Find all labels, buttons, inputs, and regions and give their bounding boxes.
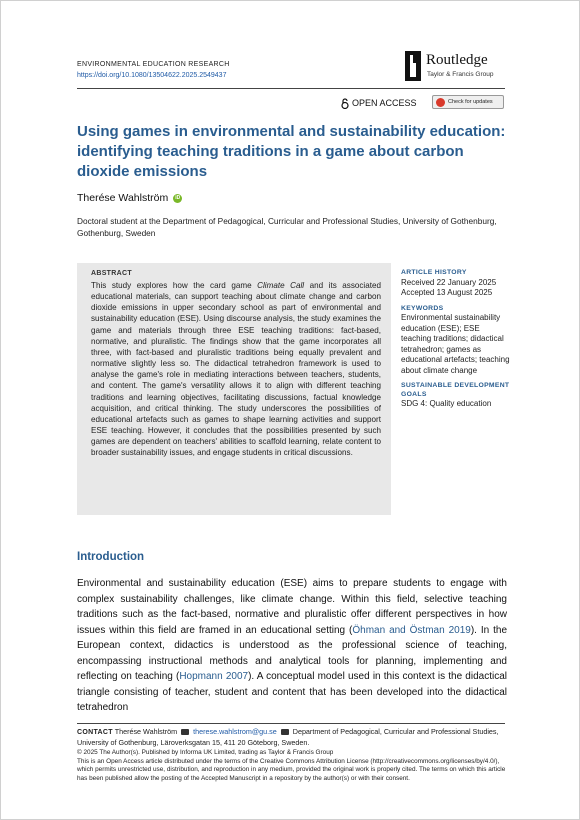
publisher-name: Routledge [426,52,488,68]
keywords-label: KEYWORDS [401,304,444,312]
routledge-logo-icon [405,51,421,81]
author-line [77,192,182,204]
abstract-text-start: This study explores how the card game [91,281,258,290]
crossmark-icon [436,98,445,107]
contact-label: CONTACT [77,729,113,736]
publisher-logo [405,49,515,83]
intro-text-1: Environmental and sustainability education (ESE) aims to prepare students to engage with complex sustainability challenges, like climate change. Within this field, selective teaching traditions such as the fact-based, normative and pluralistic offer different perspectives in how issues within this field are framed in an educational setting ( [77,578,507,636]
introduction-heading: Introduction [77,551,145,563]
author-name: Therése Wahlström [77,192,169,204]
orcid-icon[interactable]: iD [175,195,181,201]
intro-text-3: ). A conceptual model used in this context is the didactical triangle consisting of teacher, student and content that has been developed into the didactical tetrahedron [77,671,507,713]
check-updates-label: Check for updates [448,99,493,105]
open-lock-icon [341,98,349,109]
doi-link[interactable]: https://doi.org/10.1080/13504622.2025.2549437 [77,72,227,79]
sdg-label: SUSTAINABLE DEVELOPMENT GOALS [401,382,510,398]
email-icon [181,729,189,735]
license-block [77,749,507,783]
contact-address: Department of Pedagogical, Curricular and Professional Studies, University of Gothenburg, Läroverksgatan 15, 411 20 Göteborg, Sweden. [77,727,499,747]
contact-name: Therése Wahlström [114,727,178,736]
license-text: This is an Open Access article distributed under the terms of the Creative Commons Attribution License (http://creativecommons.org/licenses/by/4.0/), which permits unrestricted use, distribution, and reproduction in any medium, provided the original work is properly cited. The terms on which this article has been published allow the posting of the Accepted Manuscript in a repository by the author(s) or with their consent. [77,757,506,782]
sdg-value: SDG 4: Quality education [401,399,492,408]
citation-link[interactable]: Öhman and Östman 2019 [352,624,471,636]
author-affiliation: Doctoral student at the Department of Pedagogical, Curricular and Professional Studies, University of Gothenburg, Gothenburg, Sweden [77,216,497,238]
contact-block [77,727,507,747]
journal-name: ENVIRONMENTAL EDUCATION RESEARCH [77,61,230,68]
address-icon [281,729,289,735]
introduction-paragraph [77,576,507,716]
copyright-line: © 2025 The Author(s). Published by Informa UK Limited, trading as Taylor & Francis Group [77,749,334,756]
article-history-label: ARTICLE HISTORY [401,269,467,276]
accepted-date: Accepted 13 August 2025 [401,288,493,297]
footer-divider [77,723,505,724]
abstract-text-rest: and its associated educational materials, can support teaching about climate change and carbon dioxide emissions in upper secondary school as part of environmental and sustainability education (ESE). Using discourse analysis, the study examines the game and materials through three ESE teaching traditions: fact-based, normative, and pluralistic. The findings show that the game incorporates all three, with fact-based and pluralistic traditions being equally prevalent and normative slightly less so. The didactical tetrahedron framework is used to analyse the game's role in mediating interactions between teachers, students, and content. The game's versatility allows it to align with different teaching traditions and learning objectives, facilitating discussions, factual knowledge acquisition, and critical thinking. The study underscores the possibilities of educational artefacts such as games to shape learning activities and support ESE teaching. However, it concludes that the possibilities presented by such games are dependent on teachers' abilities to scaffold learning, relate content to broader sustainability issues, and engage students in critical discussions. [91,281,381,458]
check-for-updates-button[interactable] [432,95,504,109]
header-divider [77,88,505,89]
publisher-subtitle: Taylor & Francis Group [427,71,494,78]
open-access-label: OPEN ACCESS [352,98,417,108]
abstract-label: ABSTRACT [91,270,132,277]
article-title: Using games in environmental and sustainability education: identifying teaching traditions in a game about carbon dioxide emissions [77,123,506,180]
intro-text-2: ). In the European context, didactics is understood as the professional science of teaching, encompassing instructional methods and analytical tools for planning, implementing and reflecting on teaching ( [77,624,507,682]
abstract-text [91,280,381,459]
open-access-badge [341,96,417,110]
received-date: Received 22 January 2025 [401,277,497,287]
contact-email[interactable]: therese.wahlstrom@gu.se [193,727,277,736]
keywords-list: Environmental sustainability education (ESE); ESE teaching traditions; didactical tetrahedron; games as educational artefacts; teaching about climate change [401,313,510,375]
article-sidebar [401,269,511,410]
game-name: Climate Call [257,281,305,290]
citation-link[interactable]: Hopmann 2007 [179,671,249,682]
